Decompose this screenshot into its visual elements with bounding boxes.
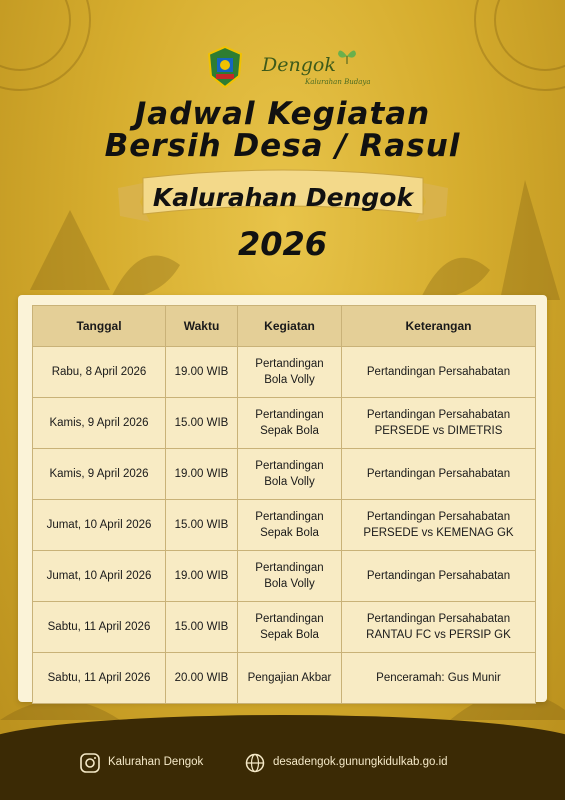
cell-tanggal [33, 551, 166, 602]
header-waktu: Waktu [166, 306, 238, 347]
website-link[interactable]: desadengok.gunungkidulkab.go.id [273, 756, 448, 768]
cell-tanggal-text: Jumat, 10 April 2026 [46, 519, 152, 531]
cell-keterangan [342, 500, 536, 551]
cell-kegiatan [238, 551, 342, 602]
cell-kegiatan-text: Bola Volly [264, 374, 315, 386]
cell-waktu-text: 19.00 WIB [174, 468, 229, 480]
cell-kegiatan-text: Bola Volly [264, 578, 315, 590]
cell-kegiatan-text: Pertandingan [255, 613, 324, 625]
cell-waktu-text: 15.00 WIB [174, 621, 229, 633]
year-title: 2026 [237, 225, 328, 263]
table-row [33, 449, 536, 500]
cell-tanggal-text: Kamis, 9 April 2026 [49, 468, 149, 480]
cell-waktu [166, 347, 238, 398]
cell-kegiatan-text: Pertandingan [255, 562, 324, 574]
header-kegiatan: Kegiatan [238, 306, 342, 347]
brand-name: Dengok [262, 54, 336, 76]
cell-tanggal [33, 653, 166, 704]
cell-waktu [166, 551, 238, 602]
table-row [33, 347, 536, 398]
cell-kegiatan-text: Pertandingan [255, 358, 324, 370]
table-header-row [33, 306, 536, 347]
cell-keterangan [342, 449, 536, 500]
header-tanggal: Tanggal [33, 306, 166, 347]
cell-waktu [166, 653, 238, 704]
cell-tanggal [33, 449, 166, 500]
cell-tanggal-text: Kamis, 9 April 2026 [49, 417, 149, 429]
cell-waktu [166, 500, 238, 551]
cell-keterangan-text: Pertandingan Persahabatan [366, 409, 511, 421]
cell-keterangan-text: Penceramah: Gus Munir [376, 672, 501, 684]
cell-kegiatan-text: Pengajian Akbar [247, 672, 332, 684]
cell-waktu [166, 449, 238, 500]
cell-kegiatan-text: Sepak Bola [260, 425, 319, 437]
cell-keterangan-text: PERSEDE vs DIMETRIS [374, 425, 503, 437]
table-row [33, 398, 536, 449]
cell-tanggal-text: Rabu, 8 April 2026 [51, 366, 147, 378]
cell-kegiatan [238, 347, 342, 398]
cell-keterangan [342, 551, 536, 602]
cell-waktu [166, 398, 238, 449]
cell-kegiatan [238, 500, 342, 551]
cell-keterangan-text: Pertandingan Persahabatan [366, 613, 511, 625]
cell-waktu-text: 15.00 WIB [174, 417, 229, 429]
logo-bar [0, 44, 565, 90]
cell-tanggal-text: Jumat, 10 April 2026 [46, 570, 152, 582]
cell-tanggal [33, 602, 166, 653]
cell-keterangan-text: Pertandingan Persahabatan [366, 511, 511, 523]
cell-tanggal-text: Sabtu, 11 April 2026 [47, 621, 151, 633]
cell-kegiatan-text: Sepak Bola [260, 527, 319, 539]
cell-kegiatan-text: Bola Volly [264, 476, 315, 488]
cell-keterangan [342, 602, 536, 653]
table-row [33, 653, 536, 704]
cell-keterangan-text: Pertandingan Persahabatan [366, 570, 511, 582]
cell-waktu-text: 20.00 WIB [174, 672, 229, 684]
cell-tanggal [33, 398, 166, 449]
instagram-handle[interactable]: Kalurahan Dengok [108, 756, 204, 768]
cell-keterangan-text: Pertandingan Persahabatan [366, 468, 511, 480]
cell-kegiatan [238, 602, 342, 653]
table-row [33, 500, 536, 551]
cell-keterangan [342, 398, 536, 449]
table-row [33, 551, 536, 602]
cell-kegiatan-text: Sepak Bola [260, 629, 319, 641]
cell-kegiatan-text: Pertandingan [255, 460, 324, 472]
cell-waktu [166, 602, 238, 653]
cell-keterangan-text: RANTAU FC vs PERSIP GK [366, 629, 511, 641]
cell-tanggal [33, 500, 166, 551]
butterfly-icon [336, 46, 358, 66]
brand-tagline: Kalurahan Budaya [305, 78, 371, 86]
cell-waktu-text: 19.00 WIB [174, 366, 229, 378]
cell-keterangan [342, 653, 536, 704]
title-line-1: Jadwal Kegiatan [134, 96, 431, 132]
instagram-icon[interactable] [80, 753, 100, 773]
title-line-2: Bersih Desa / Rasul [104, 128, 461, 164]
cell-keterangan-text: PERSEDE vs KEMENAG GK [363, 527, 514, 539]
ribbon-title: Kalurahan Dengok [152, 183, 414, 212]
header-keterangan: Keterangan [342, 306, 536, 347]
table-row [33, 602, 536, 653]
schedule-table [32, 305, 536, 704]
cell-kegiatan-text: Pertandingan [255, 511, 324, 523]
globe-icon[interactable] [245, 753, 265, 773]
cell-waktu-text: 19.00 WIB [174, 570, 229, 582]
cell-kegiatan-text: Pertandingan [255, 409, 324, 421]
cell-keterangan-text: Pertandingan Persahabatan [366, 366, 511, 378]
cell-tanggal [33, 347, 166, 398]
cell-keterangan [342, 347, 536, 398]
regency-crest-icon [207, 46, 243, 88]
cell-tanggal-text: Sabtu, 11 April 2026 [47, 672, 151, 684]
cell-kegiatan [238, 449, 342, 500]
cell-waktu-text: 15.00 WIB [174, 519, 229, 531]
cell-kegiatan [238, 653, 342, 704]
cell-kegiatan [238, 398, 342, 449]
